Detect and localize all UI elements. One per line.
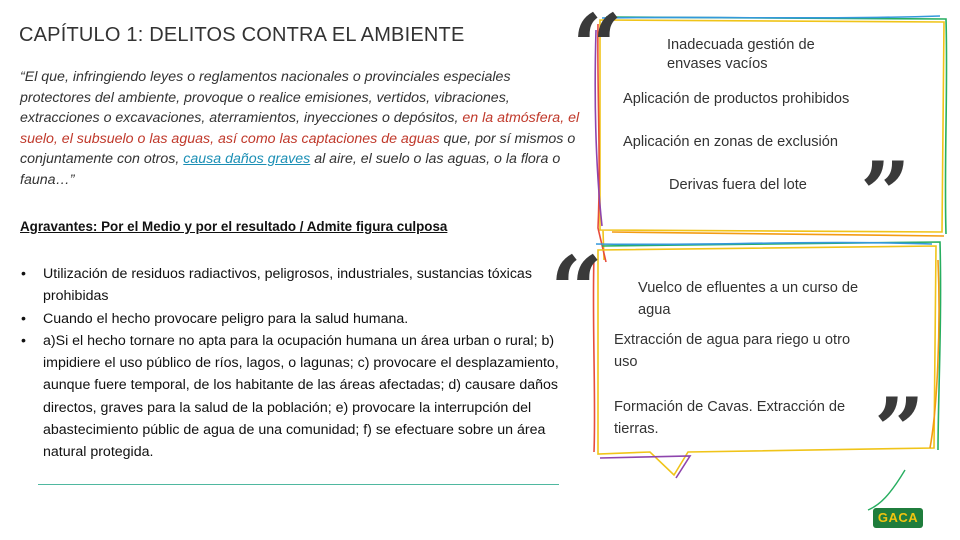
- gaca-logo: GACA: [873, 508, 923, 528]
- bullet-icon: •: [21, 332, 26, 349]
- agravantes-heading: Agravantes: Por el Medio y por el resultado / Admite figura culposa: [20, 219, 448, 234]
- bullet-icon: •: [21, 266, 26, 282]
- page-title: CAPÍTULO 1: DELITOS CONTRA EL AMBIENTE: [19, 24, 465, 46]
- bubble-bottom-item: Formación de Cavas. Extracción de tierras.: [614, 399, 846, 437]
- bullet-icon: •: [21, 310, 26, 327]
- bubble-bottom-item: Vuelco de efluentes a un curso de agua: [638, 280, 859, 318]
- bubble-top-item: Derivas fuera del lote: [669, 177, 807, 193]
- quote-link-danos-graves[interactable]: causa daños graves: [183, 151, 311, 167]
- bubble-bottom-item: Extracción de agua para riego u otro uso: [614, 332, 851, 370]
- close-quote-icon: ”: [860, 142, 911, 246]
- open-quote-icon: “: [550, 236, 603, 344]
- agravantes-list: [20, 263, 560, 464]
- list-item: • Cuando el hecho provocare peligro para la salud humana.: [20, 308, 560, 330]
- quote-part-4: que, por sí mismos o conjuntamente con otros,: [20, 130, 576, 167]
- list-item: • a)Si el hecho tornare no apta para la ocupación humana un área urban o rural; b) impidiere el uso público de ríos, lagos, o lagunas; c) provocare el desplazamiento, aunque fuere temporal, de los habitante de las áreas afectadas; d) causare daños directos, graves para la salud de la población; e) provocare la interrupción del abastecimiento públic de agua de una comunidad; f) se efectuare sobre un área natural protegida.: [20, 330, 560, 464]
- quote-part-2: , provoque o realice emisiones, vertidos, vibraciones, extracciones o excavaciones, aterramientos, inyecciones o depósitos,: [20, 89, 510, 126]
- quote-part-6: al aire, el suelo o las aguas, o la flora o fauna…”: [20, 151, 561, 188]
- close-quote-icon: ”: [874, 378, 925, 482]
- bubble-top-item: Aplicación en zonas de exclusión: [623, 134, 838, 150]
- list-item: • Utilización de residuos radiactivos, peligrosos, industriales, sustancias tóxicas prohibidas: [20, 263, 560, 308]
- bubble-top-item: Aplicación de productos prohibidos: [623, 91, 850, 107]
- divider-line: [38, 484, 559, 485]
- bubble-top-item: Inadecuada gestión de envases vacíos: [667, 37, 815, 72]
- open-quote-icon: “: [572, 0, 623, 98]
- quote-part-1: “El que, infringiendo leyes o reglamentos nacionales o provinciales especiales protectores del ambiente: [20, 69, 511, 106]
- quote-part-3: en la atmósfera, el suelo, el subsuelo o las aguas, así como las captaciones de aguas: [20, 110, 580, 147]
- law-quote: [20, 67, 585, 190]
